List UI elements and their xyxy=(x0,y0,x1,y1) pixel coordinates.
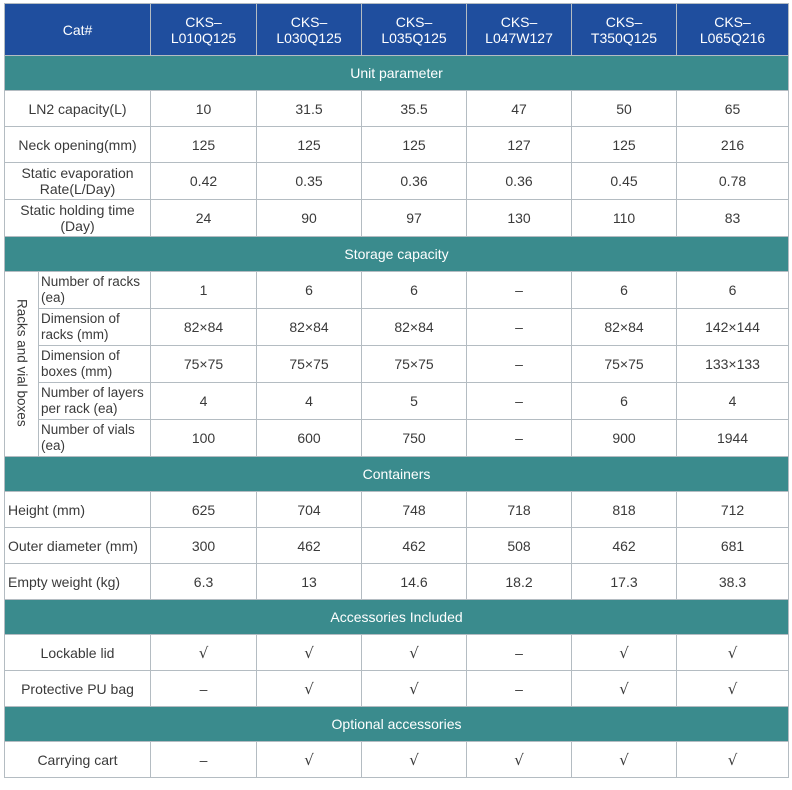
cell-value: – xyxy=(151,742,257,778)
check-mark-icon: √ xyxy=(572,635,677,671)
cell-value: 83 xyxy=(677,200,789,237)
cell-value: 4 xyxy=(151,383,257,420)
check-mark-icon: √ xyxy=(677,671,789,707)
cell-value: 65 xyxy=(677,91,789,127)
cell-value: 712 xyxy=(677,492,789,528)
check-mark-icon: √ xyxy=(151,635,257,671)
row-label: Neck opening(mm) xyxy=(5,127,151,163)
cell-value: 6 xyxy=(572,383,677,420)
header-row xyxy=(5,4,789,56)
cell-value: 0.35 xyxy=(257,163,362,200)
cell-value: 6.3 xyxy=(151,564,257,600)
section-accessories-included: Accessories Included xyxy=(5,600,789,635)
table-row xyxy=(5,635,789,671)
cell-value: 133×133 xyxy=(677,346,789,383)
cell-value: 125 xyxy=(572,127,677,163)
cell-value: 6 xyxy=(257,272,362,309)
cell-value: 462 xyxy=(257,528,362,564)
check-mark-icon: √ xyxy=(677,635,789,671)
cell-value: 5 xyxy=(362,383,467,420)
cell-value: 50 xyxy=(572,91,677,127)
cell-value: 82×84 xyxy=(151,309,257,346)
check-mark-icon: √ xyxy=(257,742,362,778)
cell-value: 125 xyxy=(362,127,467,163)
check-mark-icon: √ xyxy=(572,742,677,778)
model-header: CKS– L035Q125 xyxy=(362,4,467,56)
cell-value: – xyxy=(467,420,572,457)
cell-value: 10 xyxy=(151,91,257,127)
cell-value: 142×144 xyxy=(677,309,789,346)
row-label: Static holding time (Day) xyxy=(5,200,151,237)
table-row xyxy=(5,671,789,707)
cell-value: 6 xyxy=(677,272,789,309)
table-row xyxy=(5,383,789,420)
cell-value: 35.5 xyxy=(362,91,467,127)
cell-value: 0.78 xyxy=(677,163,789,200)
row-label: Number of layers per rack (ea) xyxy=(39,383,151,420)
cell-value: 82×84 xyxy=(257,309,362,346)
check-mark-icon: √ xyxy=(467,742,572,778)
cell-value: 0.45 xyxy=(572,163,677,200)
cell-value: 0.42 xyxy=(151,163,257,200)
cell-value: 47 xyxy=(467,91,572,127)
cell-value: 718 xyxy=(467,492,572,528)
check-mark-icon: √ xyxy=(572,671,677,707)
cell-value: 681 xyxy=(677,528,789,564)
cell-value: 75×75 xyxy=(257,346,362,383)
check-mark-icon: √ xyxy=(257,635,362,671)
cell-value: 14.6 xyxy=(362,564,467,600)
table-row xyxy=(5,127,789,163)
row-label: Static evaporation Rate(L/Day) xyxy=(5,163,151,200)
cell-value: 6 xyxy=(572,272,677,309)
cell-value: 13 xyxy=(257,564,362,600)
cell-value: 31.5 xyxy=(257,91,362,127)
row-label: Empty weight (kg) xyxy=(5,564,151,600)
table-row xyxy=(5,91,789,127)
check-mark-icon: √ xyxy=(677,742,789,778)
cell-value: 4 xyxy=(677,383,789,420)
cell-value: 127 xyxy=(467,127,572,163)
model-header: CKS– T350Q125 xyxy=(572,4,677,56)
table-row xyxy=(5,346,789,383)
table-row xyxy=(5,420,789,457)
section-storage-capacity: Storage capacity xyxy=(5,237,789,272)
cell-value: 748 xyxy=(362,492,467,528)
cell-value: 75×75 xyxy=(572,346,677,383)
check-mark-icon: √ xyxy=(362,742,467,778)
model-header: CKS– L047W127 xyxy=(467,4,572,56)
cell-value: 1 xyxy=(151,272,257,309)
storage-group-label: Racks and vial boxes xyxy=(5,272,39,457)
table-row xyxy=(5,528,789,564)
cat-header: Cat# xyxy=(5,4,151,56)
cell-value: 130 xyxy=(467,200,572,237)
table-row xyxy=(5,309,789,346)
row-label: Number of racks (ea) xyxy=(39,272,151,309)
cell-value: 82×84 xyxy=(362,309,467,346)
cell-value: 600 xyxy=(257,420,362,457)
cell-value: – xyxy=(467,309,572,346)
cell-value: 462 xyxy=(362,528,467,564)
cell-value: 75×75 xyxy=(362,346,467,383)
section-containers: Containers xyxy=(5,457,789,492)
cell-value: 818 xyxy=(572,492,677,528)
cell-value: – xyxy=(467,346,572,383)
cell-value: 1944 xyxy=(677,420,789,457)
row-label: Outer diameter (mm) xyxy=(5,528,151,564)
cell-value: 18.2 xyxy=(467,564,572,600)
cell-value: 508 xyxy=(467,528,572,564)
cell-value: 24 xyxy=(151,200,257,237)
cell-value: 75×75 xyxy=(151,346,257,383)
cell-value: 125 xyxy=(257,127,362,163)
row-label: LN2 capacity(L) xyxy=(5,91,151,127)
cell-value: 97 xyxy=(362,200,467,237)
table-row xyxy=(5,163,789,200)
row-label: Carrying cart xyxy=(5,742,151,778)
cell-value: 216 xyxy=(677,127,789,163)
table-row xyxy=(5,200,789,237)
cell-value: – xyxy=(151,671,257,707)
cell-value: 462 xyxy=(572,528,677,564)
cell-value: 300 xyxy=(151,528,257,564)
cell-value: 6 xyxy=(362,272,467,309)
table-row xyxy=(5,272,789,309)
cell-value: 704 xyxy=(257,492,362,528)
section-optional-accessories: Optional accessories xyxy=(5,707,789,742)
cell-value: – xyxy=(467,635,572,671)
row-label: Height (mm) xyxy=(5,492,151,528)
table-row xyxy=(5,564,789,600)
model-header: CKS– L030Q125 xyxy=(257,4,362,56)
cell-value: 110 xyxy=(572,200,677,237)
check-mark-icon: √ xyxy=(257,671,362,707)
cell-value: – xyxy=(467,383,572,420)
model-header: CKS– L065Q216 xyxy=(677,4,789,56)
cell-value: 90 xyxy=(257,200,362,237)
cell-value: – xyxy=(467,272,572,309)
check-mark-icon: √ xyxy=(362,635,467,671)
table-row xyxy=(5,742,789,778)
cell-value: 17.3 xyxy=(572,564,677,600)
row-label: Dimension of boxes (mm) xyxy=(39,346,151,383)
row-label: Dimension of racks (mm) xyxy=(39,309,151,346)
cell-value: – xyxy=(467,671,572,707)
cell-value: 82×84 xyxy=(572,309,677,346)
cell-value: 750 xyxy=(362,420,467,457)
spec-table xyxy=(4,3,789,778)
cell-value: 125 xyxy=(151,127,257,163)
model-header: CKS– L010Q125 xyxy=(151,4,257,56)
row-label: Number of vials (ea) xyxy=(39,420,151,457)
cell-value: 900 xyxy=(572,420,677,457)
cell-value: 38.3 xyxy=(677,564,789,600)
cell-value: 625 xyxy=(151,492,257,528)
cell-value: 0.36 xyxy=(362,163,467,200)
cell-value: 0.36 xyxy=(467,163,572,200)
row-label: Lockable lid xyxy=(5,635,151,671)
section-unit-parameter: Unit parameter xyxy=(5,56,789,91)
check-mark-icon: √ xyxy=(362,671,467,707)
row-label: Protective PU bag xyxy=(5,671,151,707)
cell-value: 100 xyxy=(151,420,257,457)
table-row xyxy=(5,492,789,528)
cell-value: 4 xyxy=(257,383,362,420)
